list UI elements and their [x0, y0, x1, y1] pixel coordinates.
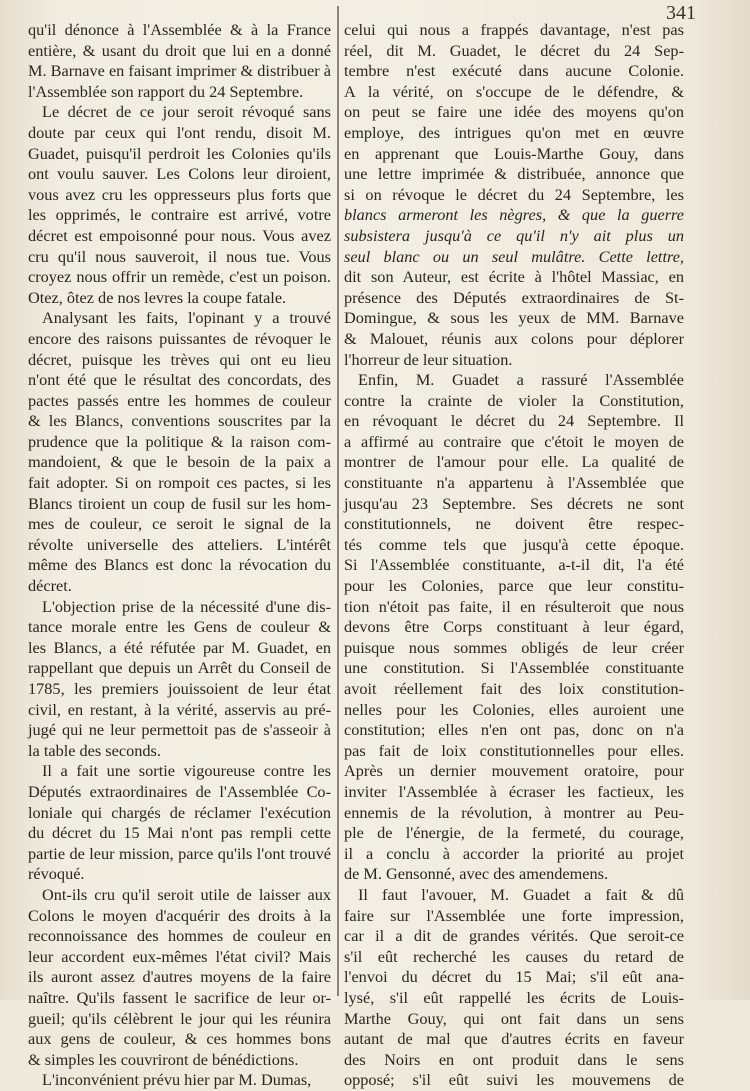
text-line: l'Assemblée son rapport du 24 Septembre. [28, 81, 304, 101]
text-line: montrer de l'amour pour elle. La qualité de [344, 452, 684, 472]
text-line: si on révoque le décret du 24 Septembre, les [344, 184, 684, 204]
paragraph [28, 597, 331, 762]
text-line: réel, dit M. Guadet, le décret du 24 Sep- [344, 40, 684, 60]
text-line: naître. Qu'ils fassent le sacrifice de leur or- [28, 987, 331, 1007]
text-line: dit son Auteur, est écrite à l'hôtel Massiac, en [344, 267, 684, 287]
page-number: 341 [666, 2, 696, 24]
text-line: leur accordent eux-mêmes l'état civil? Mais [28, 946, 331, 966]
text-line: de M. Gensonné, avec des amendemens. [344, 864, 609, 884]
text-line: en révoquant le décret du 24 Septembre. Il [344, 411, 684, 431]
text-line: les opprimés, le contraire est arrivé, votre [28, 205, 331, 225]
left-column [28, 20, 331, 1091]
text-line: tance morale entre les Gens de couleur & [28, 617, 331, 637]
text-line: prudence que la politique & la raison com- [28, 431, 331, 451]
text-line: blancs armeront les nègres, & que la guerre [344, 205, 684, 225]
text-line: il a conclu à accorder la priorité au projet [344, 843, 684, 863]
text-line: constituante n'a appartenu à l'Assemblée que [344, 473, 684, 493]
text-line: vous avez cru les oppresseurs plus forts que [28, 184, 331, 204]
text-line: Otez, ôtez de nos levres la coupe fatale. [28, 287, 287, 307]
text-line: employe, des intrigues qu'on met en œuvre [344, 122, 684, 142]
text-line: révolte universelle des atteliers. L'intérêt [28, 534, 331, 554]
text-line: tembre n'est exécuté dans aucune Colonie. [344, 61, 684, 81]
text-line: des Noirs en ont produit dans le sens [344, 1049, 684, 1069]
paragraph [28, 102, 331, 308]
text-line: constitutionnels, ne doivent être respec- [344, 514, 684, 534]
text-line: tés comme tels que jusqu'à cette époque. [344, 534, 684, 554]
paragraph [28, 308, 331, 596]
text-line: révoqué. [28, 864, 85, 884]
text-line: Le décret de ce jour seroit révoqué sans [42, 102, 331, 122]
paragraph [28, 761, 331, 885]
text-line: qu'il dénonce à l'Assemblée & à la France [28, 20, 331, 39]
text-line: encore des raisons puissantes de révoquer le [28, 328, 331, 348]
text-line: cru qu'il nous sauveroit, il nous tue. Vous [28, 246, 331, 266]
text-line: s'il eût recherché les causes du retard de [344, 946, 684, 966]
paragraph [28, 1070, 331, 1091]
text-line: & Malouet, réunis aux colons pour déplorer [344, 328, 684, 348]
text-line: civil, en restant, à la vérité, asservis au pré- [28, 699, 331, 719]
text-line: gueil; qu'ils célèbrent le jour qui les réunira [28, 1008, 331, 1028]
paragraph [344, 370, 684, 885]
text-line: croyez nous offrir un remède, c'est un poison. [28, 267, 331, 287]
text-line: pour les Colonies, parce que leur constitu- [344, 576, 684, 596]
text-line: pactes passés entre les hommes de couleur [28, 390, 331, 410]
text-line: Il a fait une sortie vigoureuse contre les [42, 761, 331, 781]
text-line: mandoient, & que le besoin de la paix a [28, 452, 331, 472]
paragraph [28, 885, 331, 1070]
text-line: les Blancs, a été réfutée par M. Guadet, en [28, 637, 331, 657]
text-line: loniale qui chargés de réclamer l'exécution [28, 802, 331, 822]
text-line: & les Blancs, conventions souscrites par la [28, 411, 331, 431]
paragraph [344, 885, 684, 1091]
text-line: même des Blancs est donc la révocation du [28, 555, 331, 575]
text-line: Analysant les faits, l'opinant y a trouvé [42, 308, 331, 328]
text-line: jugé qui ne leur permettoit pas de s'asseoir à [28, 720, 331, 740]
text-line: autant de mal que d'autres écrits en faveur [344, 1029, 684, 1049]
text-line: M. Barnave en faisant imprimer & distribuer à [28, 61, 331, 81]
text-line: Il faut l'avouer, M. Guadet a fait & dû [358, 884, 684, 904]
text-line: A la vérité, on s'occupe de le défendre, & [344, 81, 684, 101]
text-line: avoit réellement fait des loix constitution- [344, 679, 684, 698]
text-line: décret est empoisonné pour nous. Vous avez [28, 225, 331, 245]
column-divider [337, 6, 339, 996]
text-line: la table des seconds. [28, 740, 161, 760]
text-line: du décret du 15 Mai n'ont pas rempli cette [28, 823, 331, 843]
text-line: tion n'étoit pas faite, il en résulteroit que nous [344, 596, 684, 616]
text-line: jusqu'au 23 Septembre. Ses décrets ne sont [344, 493, 684, 513]
text-line: & simples les couvriront de bénédictions. [28, 1049, 299, 1069]
text-line: seul blanc ou un seul mulâtre. Cette lettre, [344, 246, 684, 266]
text-line: l'horreur de leur situation. [344, 349, 513, 369]
text-line: celui qui nous a frappés davantage, n'est pas [344, 20, 684, 39]
text-line: a affirmé au contraire que c'étoit le moyen de [344, 431, 684, 451]
text-line: devons être Corps constituant à leur égard, [344, 617, 684, 637]
text-line: ennemis de la révolution, à montrer au Peu- [344, 802, 684, 822]
text-line: Ont-ils cru qu'il seroit utile de laisser aux [42, 884, 331, 904]
text-line: 1785, les premiers jouissoient de leur état [28, 679, 331, 698]
text-line: on peut se faire une idée des moyens qu'on [344, 102, 684, 122]
text-line: L'inconvénient prévu hier par M. Dumas, [42, 1070, 312, 1090]
text-line: faire sur l'Assemblée une forte impression, [344, 905, 684, 925]
text-line: Après un dernier mouvement oratoire, pour [344, 761, 684, 781]
text-line: entière, & usant du droit que lui en a donné [28, 40, 331, 60]
text-line: doute par ceux qui l'ont rendu, disoit M. [28, 122, 331, 142]
text-line: aux gens de couleur, & ces hommes bons [28, 1029, 331, 1049]
text-line: Enfin, M. Guadet a rassuré l'Assemblée [358, 370, 684, 390]
text-line: décret. [28, 576, 72, 596]
text-line: une lettre imprimée & distribuée, annonce que [344, 164, 684, 184]
text-line: Guadet, puisqu'il perdroit les Colonies qu'ils [28, 143, 331, 163]
text-line: Marthe Gouy, qui ont fait dans un sens [344, 1008, 684, 1028]
text-line: Colons le moyen d'acquérir des droits à la [28, 905, 331, 925]
text-line: ils auront assez d'autres moyens de la faire [28, 967, 331, 987]
text-line: Députés extraordinaires de l'Assemblée Co- [28, 781, 331, 801]
text-line: subsistera jusqu'à ce qu'il n'y ait plus un [344, 225, 684, 245]
text-line: fait adopter. Si on rompoit ces pactes, si les [28, 473, 331, 493]
text-line: pas fait de loix constitutionnelles pour elles. [344, 740, 684, 760]
right-column [344, 20, 684, 1091]
text-line: Si l'Assemblée constituante, a-t-il dit, l'a été [344, 555, 684, 575]
text-line: présence des Députés extraordinaires de St- [344, 287, 684, 307]
text-line: l'envoi du décret du 15 Mai; s'il eût ana- [344, 967, 684, 987]
text-line: puisque nous sommes obligés de leur créer [344, 637, 684, 657]
text-line: inviter l'Assemblée à écraser les factieux, les [344, 781, 684, 801]
paragraph [28, 20, 331, 102]
text-line: en apprenant que Louis-Marthe Gouy, dans [344, 143, 684, 163]
text-line: rappellant que depuis un Arrêt du Conseil de [28, 658, 331, 678]
text-line: lysé, s'il eût rappellé les écrits de Louis- [344, 987, 684, 1007]
paragraph [344, 20, 684, 370]
text-line: Domingue, & sous les yeux de MM. Barnave [344, 308, 684, 328]
text-line: reconnoissance des hommes de couleur en [28, 926, 331, 946]
text-line: une constitution. Si l'Assemblée constituante [344, 658, 684, 678]
text-line: ont voulu sauver. Les Colons leur diroient, [28, 164, 331, 184]
text-line: n'ont été que le résultat des concordats, des [28, 370, 331, 390]
text-line: partie de leur mission, parce qu'ils l'ont trouvé [28, 843, 331, 863]
text-line: car il a dit de grandes vérités. Que seroit-ce [344, 926, 684, 946]
text-line: constitution; elles n'en ont pas, donc on n'a [344, 720, 684, 740]
text-line: ple de l'énergie, de la fermeté, du courage, [344, 823, 684, 843]
text-line: opposé; s'il eût suivi les mouvemens de [344, 1070, 684, 1090]
text-line: décret, puisque les trèves qui ont eu lieu [28, 349, 331, 369]
text-line: nelles pour les Colonies, elles auroient une [344, 699, 684, 719]
text-line: Blancs tiroient un coup de fusil sur les hom- [28, 493, 331, 513]
text-line: L'objection prise de la nécessité d'une dis- [42, 596, 331, 616]
text-line: contre la crainte de violer la Constitution, [344, 390, 684, 410]
text-line: mes de couleur, ce seroit le signal de la [28, 514, 331, 534]
